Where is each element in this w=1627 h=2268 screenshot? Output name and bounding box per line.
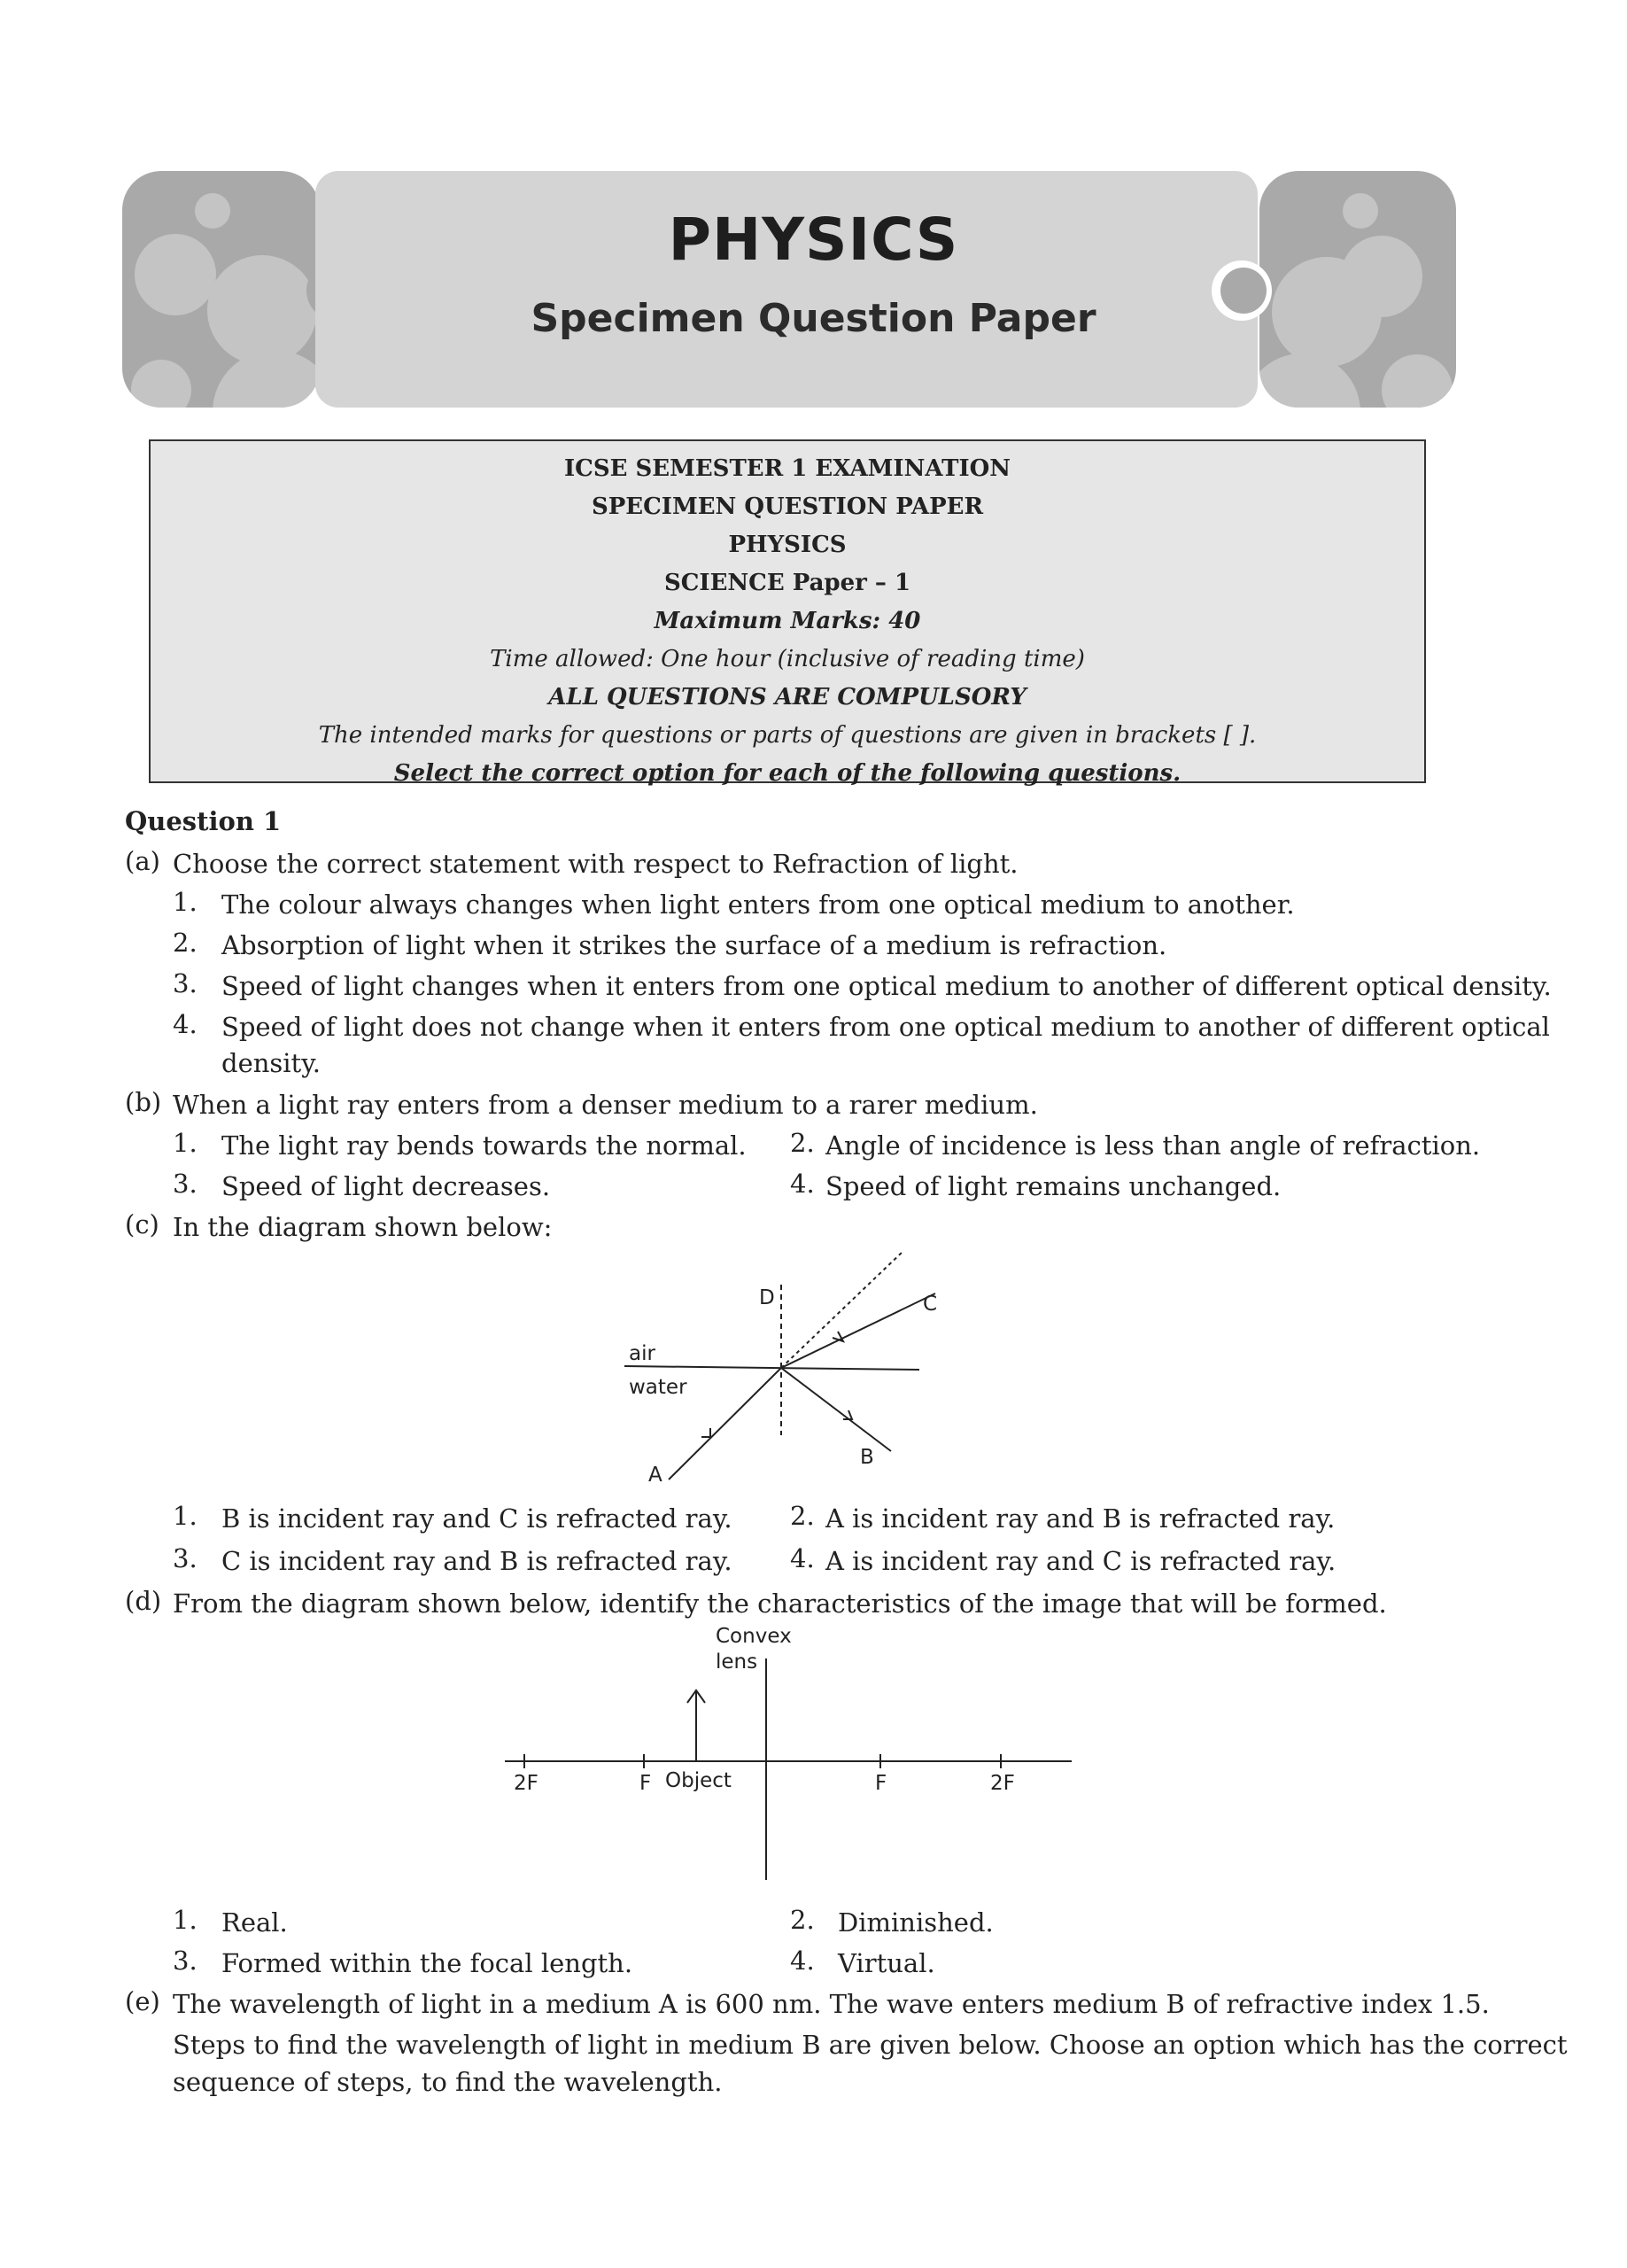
option-text: B is incident ray and C is refracted ray.: [221, 1503, 732, 1534]
option-text: C is incident ray and B is refracted ray.: [221, 1546, 732, 1576]
option-text: Speed of light does not change when it enters from one optical medium to another of different optical: [221, 1012, 1550, 1042]
part-b-stem: When a light ray enters from a denser medium to a rarer medium.: [173, 1090, 1038, 1120]
option-number: 1.: [173, 1501, 198, 1531]
max-marks: Maximum Marks: 40: [654, 608, 921, 634]
option-text: Formed within the focal length.: [221, 1948, 633, 1978]
part-e-stem-line2: Steps to find the wavelength of light in medium B are given below. Choose an option which has the correct: [173, 2030, 1568, 2060]
label-air: air: [629, 1342, 655, 1365]
part-a-label: (a): [125, 846, 160, 876]
option-number: 2.: [790, 1501, 815, 1531]
refraction-diagram: [602, 1240, 939, 1488]
paper-number: SCIENCE Paper – 1: [663, 570, 911, 596]
label-b: B: [860, 1446, 874, 1469]
time-allowed: Time allowed: One hour (inclusive of reading time): [490, 646, 1085, 672]
label-lens: lens: [716, 1651, 758, 1674]
option-text: A is incident ray and B is refracted ray.: [825, 1503, 1336, 1534]
option-text: Speed of light decreases.: [221, 1171, 551, 1201]
label-f-right: F: [875, 1772, 887, 1795]
label-c: C: [922, 1293, 937, 1316]
option-text: Angle of incidence is less than angle of refraction.: [825, 1130, 1481, 1161]
paper-type: SPECIMEN QUESTION PAPER: [591, 493, 984, 520]
option-text: Real.: [221, 1907, 288, 1938]
part-d-stem: From the diagram shown below, identify the characteristics of the image that will be formed.: [173, 1588, 1387, 1619]
instruction: Select the correct option for each of the following questions.: [393, 760, 1182, 787]
option-text: Absorption of light when it strikes the surface of a medium is refraction.: [221, 930, 1167, 960]
option-number: 3.: [173, 1169, 198, 1199]
exam-header-box: [149, 439, 1426, 787]
option-text-continued: density.: [221, 1048, 321, 1078]
label-2f-left: 2F: [514, 1772, 538, 1795]
label-object: Object: [665, 1769, 732, 1792]
part-e-stem: The wavelength of light in a medium A is 600 nm. The wave enters medium B of refractive index 1.5.: [173, 1989, 1490, 2019]
question-heading: Question 1: [125, 806, 282, 836]
ray-b: [781, 1368, 891, 1451]
ray-extension: [781, 1251, 903, 1368]
option-text: A is incident ray and C is refracted ray.: [825, 1546, 1336, 1576]
option-number: 1.: [173, 1128, 198, 1158]
option-text: The colour always changes when light enters from one optical medium to another.: [221, 889, 1295, 920]
label-d: D: [759, 1286, 775, 1309]
option-text: The light ray bends towards the normal.: [221, 1130, 747, 1161]
label-water: water: [629, 1376, 687, 1399]
marks-note: The intended marks for questions or parts of questions are given in brackets [ ].: [318, 722, 1257, 749]
label-a: A: [648, 1464, 662, 1487]
option-text: Speed of light changes when it enters from one optical medium to another of different optical density.: [221, 971, 1552, 1001]
arrow-c-icon: [833, 1332, 843, 1341]
part-e-label: (e): [125, 1986, 160, 2016]
part-b-label: (b): [125, 1087, 162, 1117]
interface-line: [624, 1366, 919, 1370]
option-number: 1.: [173, 887, 198, 917]
page-subtitle: Specimen Question Paper: [531, 296, 1096, 341]
option-number: 4.: [173, 1009, 198, 1039]
convex-lens-diagram: [496, 1621, 1081, 1887]
ray-c: [781, 1293, 935, 1368]
title-banner: [0, 0, 1627, 425]
part-c-stem: In the diagram shown below:: [173, 1212, 553, 1242]
option-number: 3.: [173, 1543, 198, 1573]
compulsory-note: ALL QUESTIONS ARE COMPULSORY: [548, 684, 1027, 711]
label-f-left: F: [639, 1772, 652, 1795]
option-number: 4.: [790, 1169, 815, 1199]
option-number: 4.: [790, 1946, 815, 1976]
option-number: 2.: [173, 928, 198, 958]
exam-name: ICSE SEMESTER 1 EXAMINATION: [563, 455, 1011, 482]
part-a-stem: Choose the correct statement with respect to Refraction of light.: [173, 849, 1019, 879]
option-number: 3.: [173, 1946, 198, 1976]
option-number: 1.: [173, 1905, 198, 1935]
option-text: Speed of light remains unchanged.: [825, 1171, 1282, 1201]
subject: PHYSICS: [728, 532, 847, 558]
option-number: 3.: [173, 968, 198, 998]
page-title: PHYSICS: [668, 206, 959, 274]
option-number: 2.: [790, 1905, 815, 1935]
option-text: Diminished.: [838, 1907, 994, 1938]
option-number: 2.: [790, 1128, 815, 1158]
label-convex: Convex: [716, 1625, 792, 1648]
arrow-a-icon: [701, 1428, 710, 1437]
option-number: 4.: [790, 1543, 815, 1573]
part-e-stem-line3: sequence of steps, to find the wavelength.: [173, 2067, 723, 2097]
part-d-label: (d): [125, 1586, 162, 1616]
option-text: Virtual.: [838, 1948, 935, 1978]
part-c-label: (c): [125, 1209, 159, 1239]
label-2f-right: 2F: [990, 1772, 1015, 1795]
